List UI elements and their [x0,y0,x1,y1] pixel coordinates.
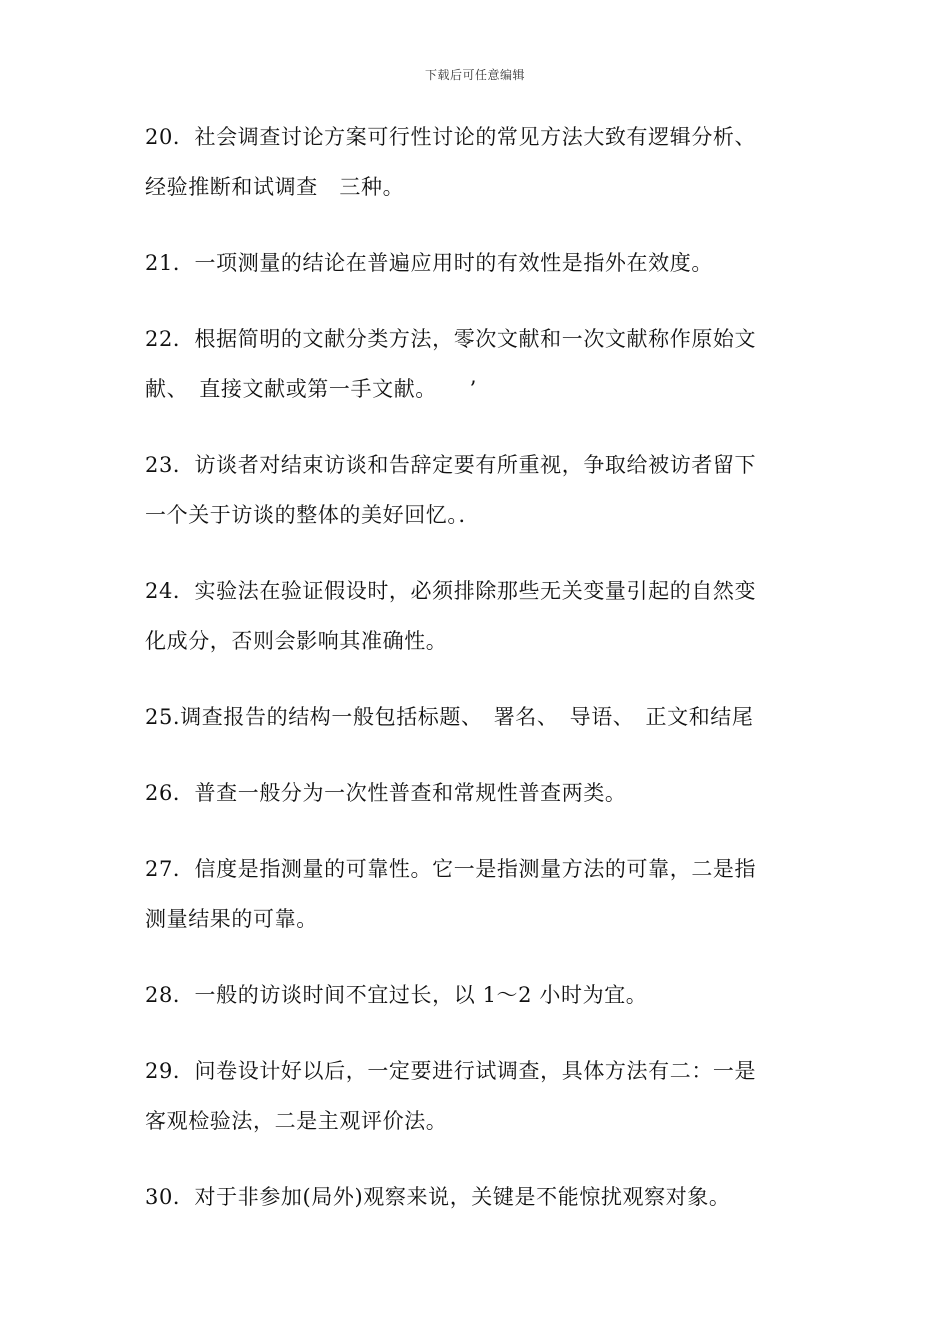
list-item [145,440,805,540]
text-line: 经验推断和试调查 三种。 [145,175,405,199]
text-line: 25.调查报告的结构一般包括标题、 署名、 导语、 正文和结尾 [145,705,754,729]
list-item [145,844,805,944]
text-line: 22．根据简明的文献分类方法，零次文献和一次文献称作原始文 [145,327,757,351]
list-item [145,238,805,288]
text-line: 一个关于访谈的整体的美好回忆。． [145,503,481,527]
text-line: 29．问卷设计好以后，一定要进行试调查，具体方法有二：一是 [145,1059,757,1083]
text-line: 26．普查一般分为一次性普查和常规性普查两类。 [145,781,627,805]
text-line: 献、 直接文献或第一手文献。 ’ [145,377,477,401]
list-item [145,566,805,666]
list-item [145,970,805,1020]
page-header: 下载后可任意编辑 [424,68,525,82]
text-line: 21．一项测量的结论在普遍应用时的有效性是指外在效度。 [145,251,713,275]
text-line: 23．访谈者对结束访谈和告辞定要有所重视，争取给被访者留下 [145,453,757,477]
list-item [145,1172,805,1222]
list-item [145,768,805,818]
list-item [145,692,805,742]
text-line: 28．一般的访谈时间不宜过长，以 1～2 小时为宜。 [145,983,648,1007]
text-line: 客观检验法，二是主观评价法。 [145,1109,448,1133]
text-line: 27．信度是指测量的可靠性。它一是指测量方法的可靠，二是指 [145,857,757,881]
text-line: 24．实验法在验证假设时，必须排除那些无关变量引起的自然变 [145,579,757,603]
text-line: 化成分，否则会影响其准确性。 [145,629,448,653]
list-item [145,1046,805,1146]
list-item [145,112,805,212]
text-line: 20．社会调查讨论方案可行性讨论的常见方法大致有逻辑分析、 [145,125,757,149]
list-item [145,314,805,414]
document-body [145,112,805,1222]
text-line: 测量结果的可靠。 [145,907,318,931]
text-line: 30．对于非参加(局外)观察来说，关键是不能惊扰观察对象。 [145,1185,731,1209]
